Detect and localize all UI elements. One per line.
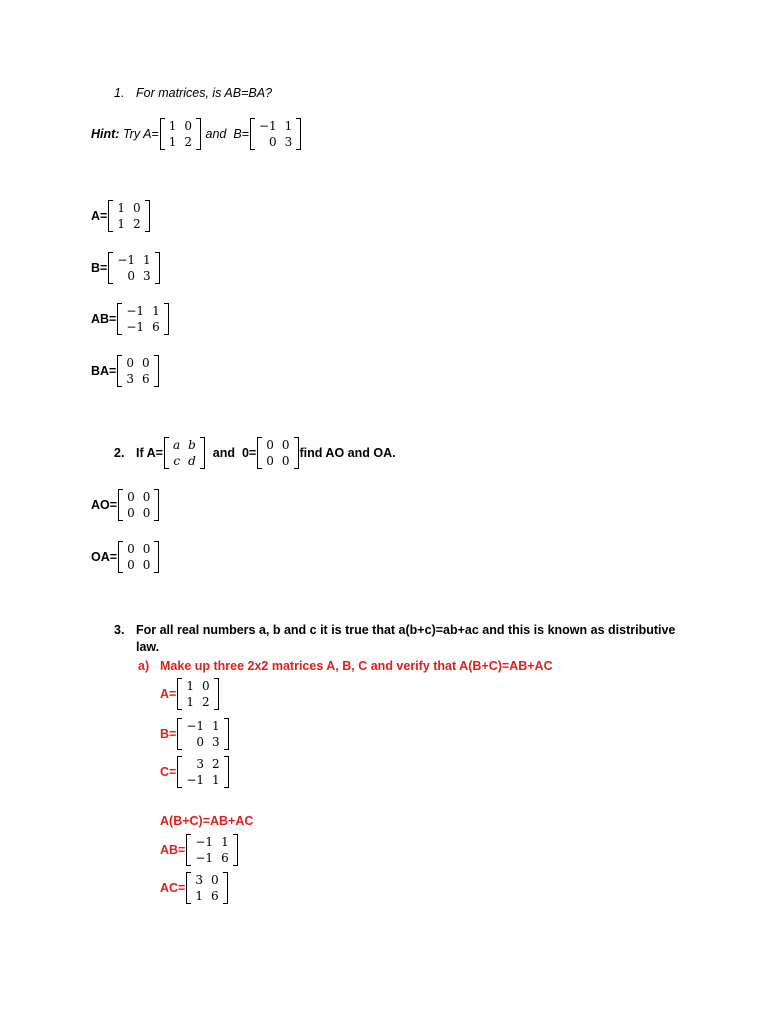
matrix-row-c — [160, 756, 230, 788]
matrix-cell: 0 — [127, 506, 135, 520]
matrix-cell: 0 — [127, 542, 135, 556]
matrix-row-ba — [91, 355, 160, 387]
right-bracket — [200, 437, 205, 469]
matrix-cell: 1 — [143, 253, 151, 267]
matrix — [177, 718, 228, 750]
right-bracket — [214, 678, 219, 710]
matrix-cell: 1 — [195, 889, 203, 903]
part-text: Make up three 2x2 matrices A, B, C and verify that A(B+C)=AB+AC — [160, 659, 553, 673]
matrix-label: A= — [160, 687, 177, 701]
matrix-cell: c — [173, 454, 181, 468]
matrix — [118, 541, 159, 573]
matrix-cell: 0 — [132, 201, 141, 215]
matrix — [108, 252, 159, 284]
matrix-cell: −1 — [126, 304, 145, 318]
matrix-cell: −1 — [117, 253, 136, 267]
matrix-cell: 6 — [142, 372, 150, 386]
find-text: find AO and OA. — [299, 446, 396, 460]
matrix-cell: 0 — [142, 542, 151, 556]
matrix-cell: 0 — [142, 356, 150, 370]
right-bracket — [154, 489, 159, 521]
right-bracket — [154, 355, 159, 387]
matrix-cell: b — [188, 438, 196, 452]
matrix-cell: 0 — [127, 269, 136, 283]
matrix-cell: 3 — [126, 372, 134, 386]
matrix-label: AB= — [91, 312, 117, 326]
identity-label: A(B+C)=AB+AC — [160, 814, 254, 828]
question-number: 2. — [114, 446, 125, 460]
matrix-cell: 3 — [212, 735, 220, 749]
matrix-cell: 3 — [196, 757, 205, 771]
question-2 — [114, 437, 396, 469]
question-text-line-1: For all real numbers a, b and c it is true that a(b+c)=ab+ac and this is known as distributive — [136, 623, 676, 637]
hint-try-text: Try A= — [122, 127, 159, 141]
if-a-text: If A= — [136, 446, 163, 460]
o-label: 0= — [241, 446, 257, 460]
matrix-cell: −1 — [126, 320, 145, 334]
hint-line — [91, 118, 302, 150]
matrix-cell: a — [172, 438, 181, 452]
question-text: For matrices, is AB=BA? — [136, 86, 273, 100]
matrix-cell: 1 — [212, 719, 220, 733]
matrix-cell: 2 — [184, 135, 193, 149]
matrix-cell: 2 — [201, 695, 210, 709]
matrix-cell: 0 — [281, 438, 290, 452]
matrix — [186, 872, 227, 904]
matrix-cell: 0 — [127, 490, 135, 504]
matrix-cell: 0 — [211, 873, 219, 887]
matrix-cell: 1 — [152, 304, 160, 318]
matrix-cell: 2 — [212, 757, 220, 771]
matrix-row-oa — [91, 541, 160, 573]
matrix-cell: −1 — [258, 119, 277, 133]
matrix-cell: 3 — [284, 135, 293, 149]
matrix-cell: 0 — [142, 506, 151, 520]
matrix-cell: 6 — [211, 889, 219, 903]
question-3 — [114, 622, 675, 656]
matrix-cell: 1 — [168, 135, 177, 149]
matrix-cell: 0 — [127, 558, 135, 572]
matrix-label: A= — [91, 209, 108, 223]
matrix-label: B= — [160, 727, 177, 741]
matrix-cell: 0 — [142, 490, 151, 504]
right-bracket — [196, 118, 201, 150]
right-bracket — [155, 252, 160, 284]
and-text: and — [212, 446, 236, 460]
matrix-row-b — [160, 718, 230, 750]
matrix-cell: 3 — [143, 269, 151, 283]
matrix-row-a — [160, 678, 220, 710]
matrix-cell: 1 — [284, 119, 293, 133]
identity-text — [160, 814, 253, 828]
part-label: a) — [138, 659, 150, 673]
matrix-cell: 1 — [117, 217, 125, 231]
matrix — [257, 437, 298, 469]
matrix — [186, 834, 237, 866]
matrix-label: OA= — [91, 550, 118, 564]
matrix-cell: 1 — [221, 835, 229, 849]
matrix-row-ab — [160, 834, 239, 866]
matrix-cell: 1 — [186, 695, 194, 709]
matrix — [250, 118, 301, 150]
matrix-cell: 0 — [196, 735, 205, 749]
right-bracket — [145, 200, 150, 232]
matrix-cell: d — [188, 454, 196, 468]
matrix-cell: 1 — [212, 773, 220, 787]
right-bracket — [233, 834, 238, 866]
matrix-row-ab — [91, 303, 170, 335]
right-bracket — [224, 756, 229, 788]
matrix-label: C= — [160, 765, 177, 779]
question-text-line-2: law. — [136, 640, 160, 654]
matrix-cell: 6 — [152, 320, 160, 334]
question-1 — [114, 86, 272, 100]
matrix-label: BA= — [91, 364, 117, 378]
matrix-row-a — [91, 200, 151, 232]
right-bracket — [224, 718, 229, 750]
matrix-row-ao — [91, 489, 160, 521]
matrix — [164, 437, 205, 469]
matrix-row-b — [91, 252, 161, 284]
hint-and-text: and — [205, 127, 227, 141]
matrix-row-ac — [160, 872, 229, 904]
matrix-cell: 2 — [132, 217, 141, 231]
matrix-cell: 0 — [281, 454, 290, 468]
matrix-cell: 0 — [126, 356, 134, 370]
matrix-cell: 0 — [269, 135, 277, 149]
matrix — [118, 489, 159, 521]
matrix — [108, 200, 149, 232]
matrix-cell: −1 — [195, 835, 214, 849]
matrix-label: AO= — [91, 498, 118, 512]
matrix-label: B= — [91, 261, 108, 275]
matrix-cell: 1 — [117, 201, 125, 215]
matrix — [177, 678, 218, 710]
question-number: 1. — [114, 86, 125, 100]
matrix-cell: 0 — [266, 454, 274, 468]
right-bracket — [294, 437, 299, 469]
matrix — [177, 756, 228, 788]
hint-b-text: B= — [233, 127, 249, 141]
hint-label: Hint: — [91, 127, 120, 141]
matrix-cell: 1 — [168, 119, 177, 133]
right-bracket — [164, 303, 169, 335]
matrix — [117, 303, 168, 335]
matrix-cell: 6 — [221, 851, 229, 865]
matrix-cell: −1 — [186, 773, 205, 787]
matrix-cell: 0 — [184, 119, 193, 133]
matrix-cell: −1 — [195, 851, 214, 865]
matrix — [160, 118, 201, 150]
matrix-cell: 1 — [186, 679, 194, 693]
right-bracket — [296, 118, 301, 150]
matrix-cell: −1 — [186, 719, 205, 733]
matrix-label: AB= — [160, 843, 186, 857]
matrix-cell: 0 — [201, 679, 210, 693]
matrix-cell: 3 — [195, 873, 203, 887]
matrix-label: AC= — [160, 881, 186, 895]
right-bracket — [223, 872, 228, 904]
matrix-cell: 0 — [142, 558, 151, 572]
right-bracket — [154, 541, 159, 573]
question-number: 3. — [114, 623, 125, 637]
matrix — [117, 355, 158, 387]
matrix-cell: 0 — [266, 438, 274, 452]
part-a — [138, 659, 553, 673]
